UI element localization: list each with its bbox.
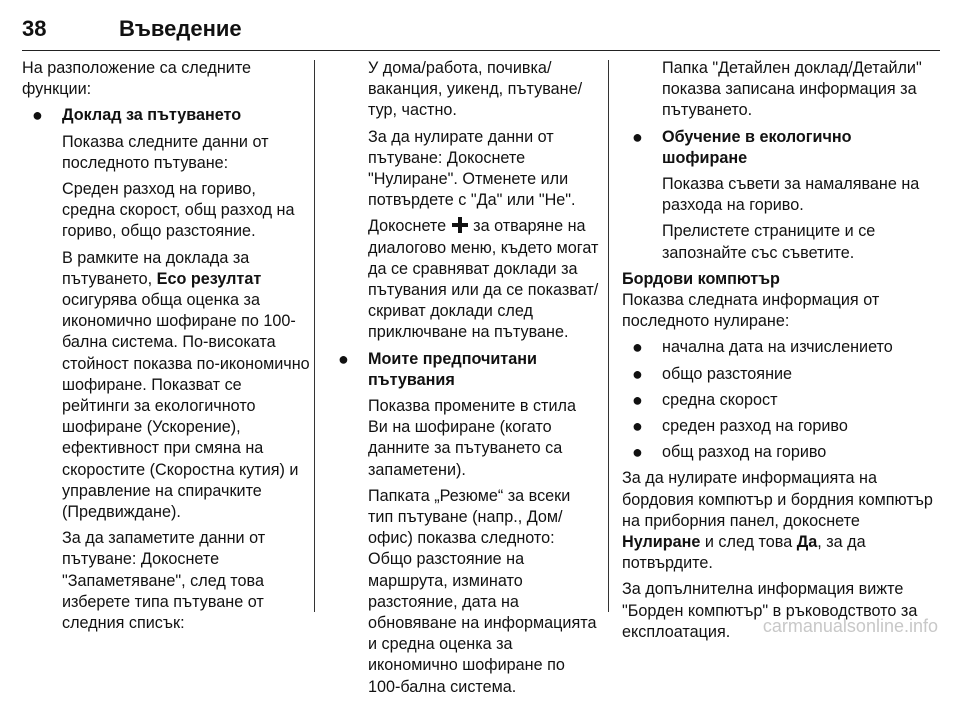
bullet-icon: ● xyxy=(632,363,643,384)
bullet-title: Обучение в екологично шофиране xyxy=(662,127,852,167)
bullet-icon: ● xyxy=(632,442,643,463)
bullet-title: Моите предпочитани пътувания xyxy=(368,349,537,389)
paragraph xyxy=(328,216,600,343)
text-run: осигурява обща оценка за икономично шофиране по 100-бална система. По-високата стойност показва по-икономично шофиране. Показват се рейтинги за екологичното шофиране (Ускорение), ефективност при смяна на скоростите (Скоростна кутия) и управление на спирачките (Предвиждане). xyxy=(62,291,310,522)
paragraph: Показва съвети за намаляване на разхода на гориво. xyxy=(662,175,920,215)
column-left xyxy=(22,58,310,639)
list-item-text: общо разстояние xyxy=(662,364,793,383)
text-run: за отваряне на диалогово меню, където могат да се сравняват доклади за пътувания или да се показват/скриват доклади след приключване на пътуване. xyxy=(368,217,599,342)
list-item-text: общ разход на гориво xyxy=(662,443,827,462)
plus-icon xyxy=(452,217,468,233)
paragraph: Показва промените в стила Ви на шофиране (когато данните за пътуването са запаметени). xyxy=(368,397,576,479)
list-item-text: средна скорост xyxy=(662,390,778,409)
paragraph: За допълнителна информация вижте "Борден компютър" в ръководството за експлоатация. xyxy=(622,580,918,641)
list-item xyxy=(622,364,940,385)
list-item xyxy=(622,127,940,169)
paragraph xyxy=(22,248,310,524)
bullet-icon: ● xyxy=(632,389,643,410)
paragraph: За да нулирате данни от пътуване: Докоснете "Нулиране". Отменете или потвърдете с "Да" или "Не". xyxy=(368,127,576,210)
paragraph: У дома/работа, почивка/ваканция, уикенд, пътуване/тур, частно. xyxy=(368,59,583,120)
bullet-icon: ● xyxy=(632,337,643,358)
reset-label: Нулиране xyxy=(622,533,701,552)
intro-text: На разположение са следните функции: xyxy=(22,59,252,99)
bullet-icon: ● xyxy=(338,348,349,369)
bullet-icon: ● xyxy=(632,416,643,437)
text-run: , за да потвърдите. xyxy=(622,533,866,573)
text-run: и след това xyxy=(700,533,797,552)
page-title: Въведение xyxy=(119,16,242,41)
paragraph: Папка "Детайлен доклад/Детайли" показва записана информация за пътуването. xyxy=(662,59,922,120)
list-item xyxy=(622,337,940,358)
yes-label: Да xyxy=(796,533,818,552)
eco-score-label: Eco резултат xyxy=(156,269,262,288)
list-item xyxy=(328,349,600,391)
paragraph: Прелистете страниците и се запознайте със съветите. xyxy=(662,222,876,262)
paragraph: За да запаметите данни от пътуване: Докоснете "Запаметяване", след това изберете типа пътуване от следния списък: xyxy=(62,529,266,633)
list-item xyxy=(622,390,940,411)
text-run: В рамките на доклада за пътуването, xyxy=(62,248,250,288)
paragraph: Показва следната информация от последното нулиране: xyxy=(622,291,880,331)
watermark: carmanualsonline.info xyxy=(762,616,938,636)
list-item-text: начална дата на изчислението xyxy=(662,338,893,357)
section-heading: Бордови компютър xyxy=(622,269,780,288)
list-item xyxy=(22,105,310,126)
column-divider xyxy=(608,60,609,612)
paragraph: Среден разход на гориво, средна скорост, общ разход на гориво, общо разстояние. xyxy=(62,180,295,241)
column-middle xyxy=(328,58,600,703)
column-right xyxy=(622,58,940,648)
text-run: Докоснете xyxy=(368,217,451,236)
paragraph: Папката „Резюме“ за всеки тип пътуване (напр., Дом/офис) показва следното: Общо разстояние на маршрута, изминато разстояние, дата на обновяване на информацията и средна оценка за икономично шофиране по 100-бална система. xyxy=(368,486,597,696)
list-item xyxy=(622,416,940,437)
list-item-text: среден разход на гориво xyxy=(662,417,848,436)
page-number: 38 xyxy=(22,16,47,41)
column-divider xyxy=(314,60,315,612)
page-header xyxy=(22,12,940,51)
bullet-title: Доклад за пътуването xyxy=(62,106,242,125)
bullet-icon: ● xyxy=(632,126,643,147)
text-run: За да нулирате информацията на бордовия компютър и бордния компютър на приборния панел, докоснете xyxy=(622,469,933,530)
paragraph: Показва следните данни от последното пътуване: xyxy=(62,132,269,172)
paragraph xyxy=(622,468,940,574)
bullet-icon: ● xyxy=(32,105,43,126)
list-item xyxy=(622,442,940,463)
